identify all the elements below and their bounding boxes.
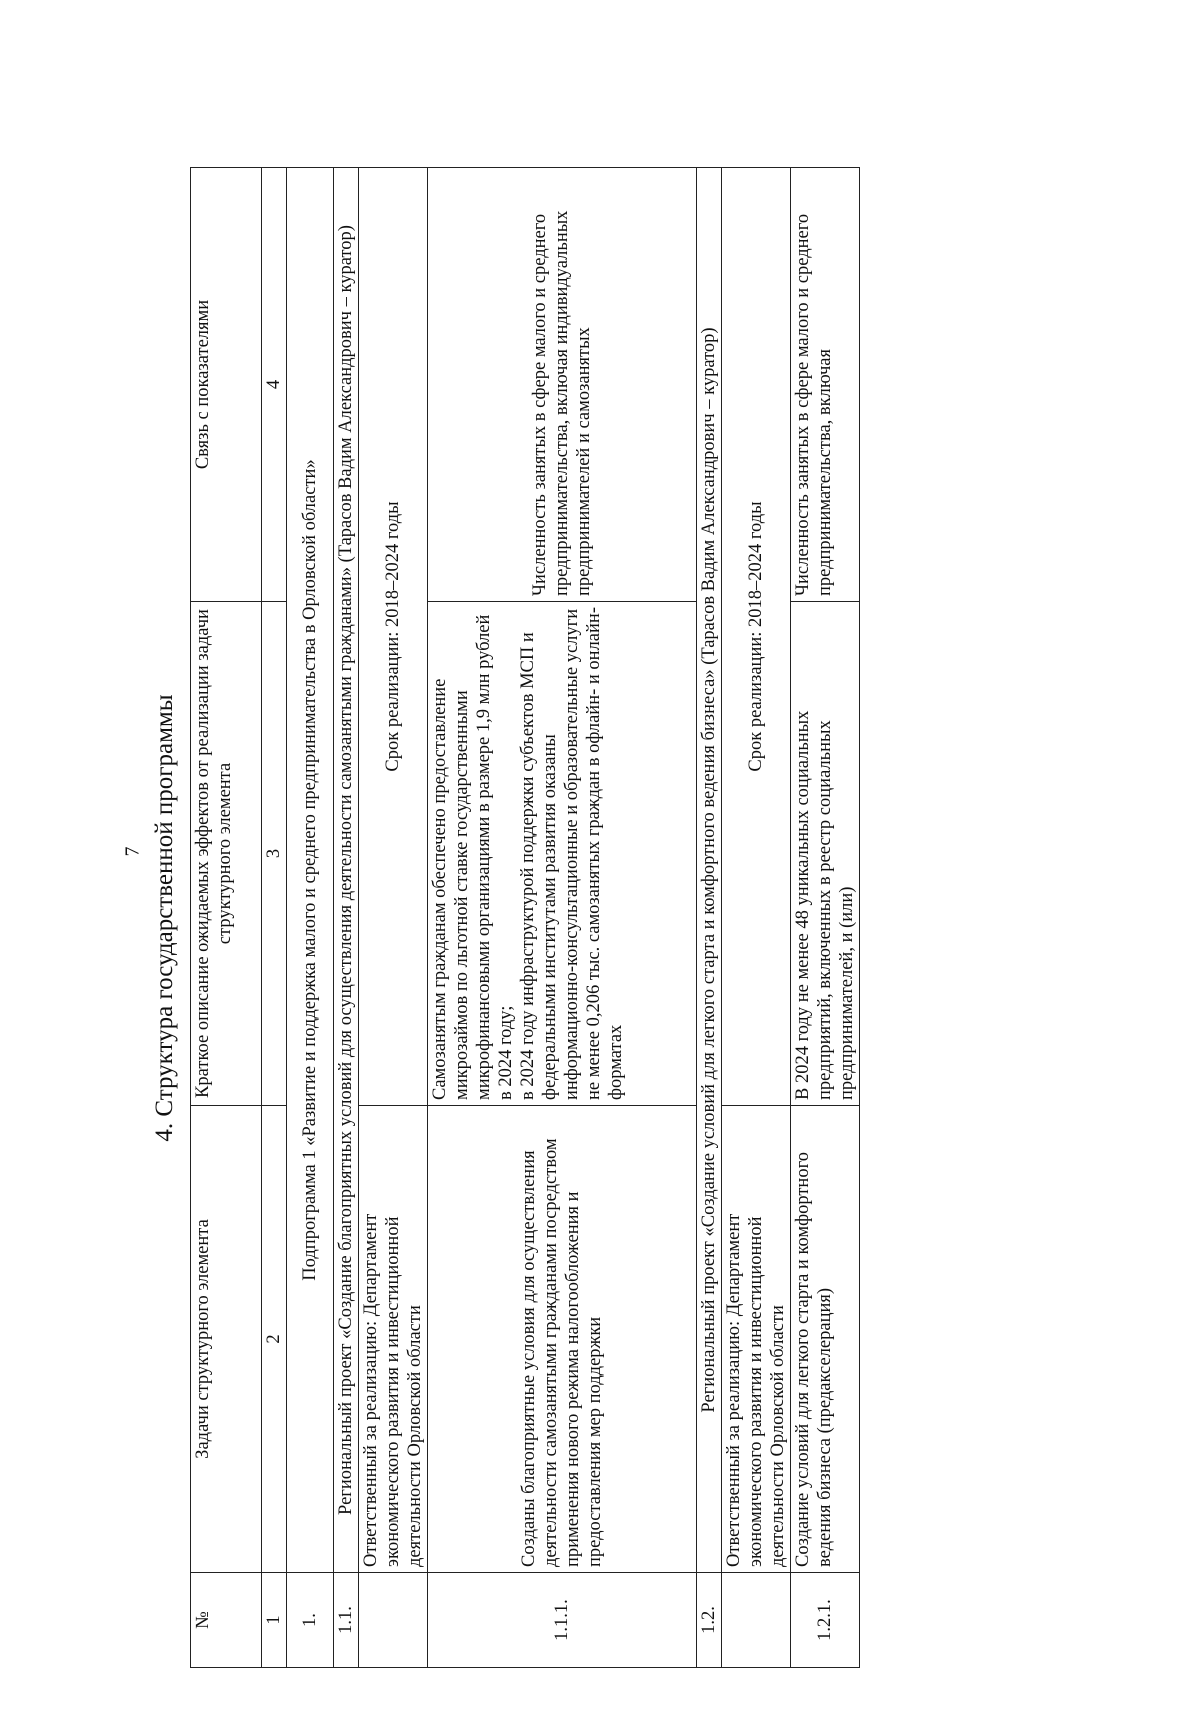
empty-cell [359,1573,428,1668]
empty-cell [722,1573,791,1668]
task-name: Создание условий для легкого старта и комфортного ведения бизнеса (предакселерация) [791,1106,860,1573]
task-indicators: Численность занятых в сфере малого и среднего предпринимательства, включая индивидуальных предпринимателей и самозанятых [428,168,697,602]
project-title: Региональный проект «Создание условий для легкого старта и комфортного ведения бизнеса» (Тарасов Вадим Александрович – куратор) [697,168,722,1573]
task-name: Созданы благоприятные условия для осуществления деятельности самозанятыми гражданами посредством применения нового режима налогообложения и предоставления мер поддержки [428,1106,697,1573]
responsible-text: Ответственный за реализацию: Департамент экономического развития и инвестиционной деятельности Орловской области [359,1106,428,1573]
column-number: 3 [262,602,287,1106]
column-number-row [262,168,287,1668]
task-indicators: Численность занятых в сфере малого и среднего предпринимательства, включая [791,168,860,602]
row-number: 1.2. [697,1573,722,1668]
task-row [428,168,697,1668]
table-header-row [191,168,262,1668]
subprogram-row [287,168,334,1668]
header-number: № [191,1573,262,1668]
task-row [791,168,860,1668]
project-row [334,168,359,1668]
row-number: 1.1.1. [428,1573,697,1668]
page-number: 7 [121,846,144,857]
header-indicators: Связь с показателями [191,168,262,602]
project-title: Региональный проект «Создание благоприятных условий для осуществления деятельности самозанятыми гражданами» (Тарасов Вадим Александрович – куратор) [334,168,359,1573]
task-effects: В 2024 году не менее 48 уникальных социальных предприятий, включенных в реестр социальных предпринимателей, и (или) [791,602,860,1106]
column-number: 4 [262,168,287,602]
responsible-row [722,168,791,1668]
program-structure-table [190,167,860,1668]
row-number: 1. [287,1573,334,1668]
responsible-text: Ответственный за реализацию: Департамент экономического развития и инвестиционной деятельности Орловской области [722,1106,791,1573]
header-effects: Краткое описание ожидаемых эффектов от реализации задачи структурного элемента [191,602,262,1106]
row-number: 1.2.1. [791,1573,860,1668]
column-number: 2 [262,1106,287,1573]
subprogram-title: Подпрограмма 1 «Развитие и поддержка малого и среднего предпринимательства в Орловской области» [287,168,334,1573]
project-row [697,168,722,1668]
term-text: Срок реализации: 2018–2024 годы [359,168,428,1106]
column-number: 1 [262,1573,287,1668]
document-heading: 4. Структура государственной программы [151,694,178,1142]
responsible-row [359,168,428,1668]
header-tasks: Задачи структурного элемента [191,1106,262,1573]
row-number: 1.1. [334,1573,359,1668]
task-effects: Самозанятым гражданам обеспечено предоставление микрозаймов по льготной ставке государственными микрофинансовыми организациями в размере 1,9 млн рублей в 2024 году; в 2024 году инфраструктурой поддержки субъектов МСП и федеральными институтами развития оказаны информационно-консультационные и образовательные услуги не менее 0,206 тыс. самозанятых граждан в офлайн- и онлайн-форматах [428,602,697,1106]
term-text: Срок реализации: 2018–2024 годы [722,168,791,1106]
rotated-page-content [148,168,1068,1668]
